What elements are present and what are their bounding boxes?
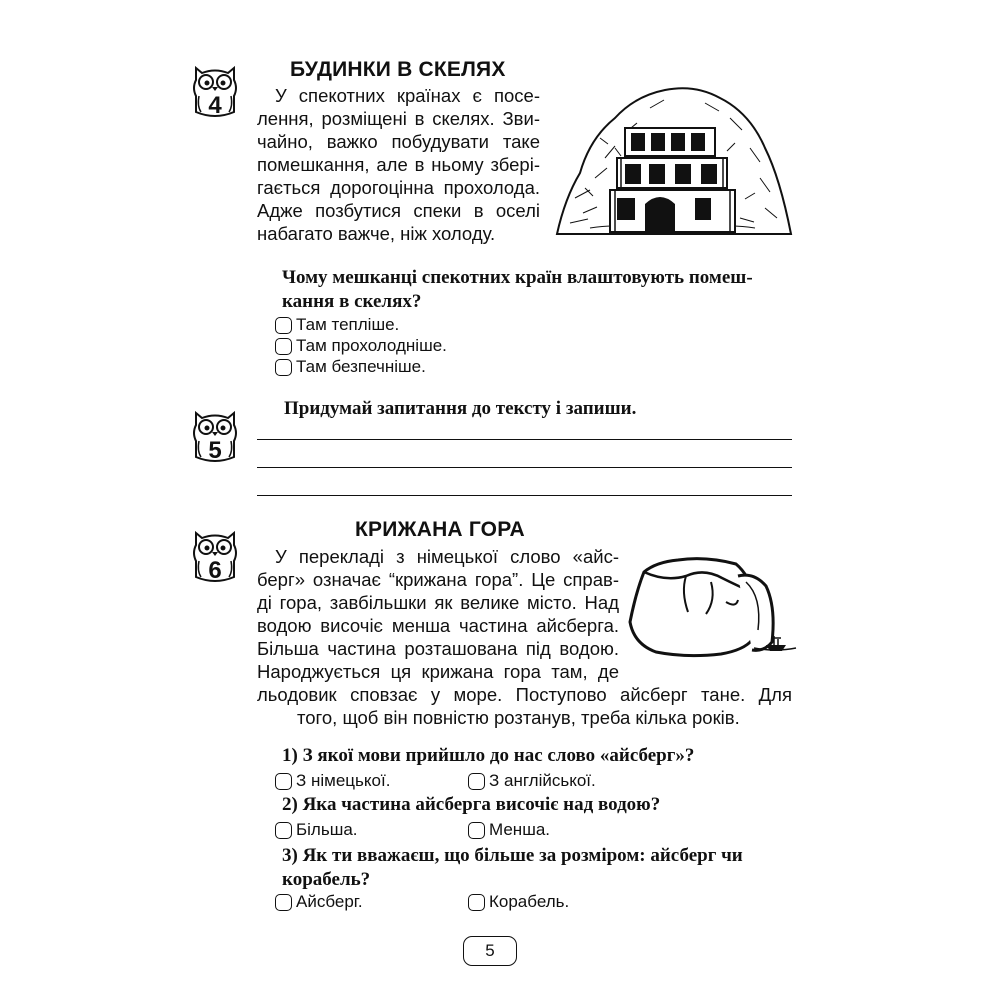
option-label: Там тепліше.: [296, 315, 400, 334]
owl-icon: [190, 405, 240, 465]
page-number: 5: [463, 936, 517, 966]
question-line: корабель?: [282, 869, 371, 890]
option-label: З німецької.: [296, 771, 391, 790]
paragraph-line: Адже позбутися спеки в оселі: [257, 200, 540, 221]
paragraph-line: льодовик сповзає у море. Поступово айсберг тане. Для: [257, 684, 792, 705]
checkbox[interactable]: [275, 317, 292, 334]
answer-line[interactable]: [257, 495, 792, 496]
paragraph-line: того, щоб він повністю розтанув, треба кілька років.: [297, 707, 740, 728]
option-label: Корабель.: [489, 892, 570, 911]
rock-dwelling-illustration: [555, 78, 795, 238]
exercise-number: 5: [208, 437, 222, 464]
exercise-number: 4: [208, 92, 222, 119]
checkbox[interactable]: [275, 822, 292, 839]
exercise-number: 6: [208, 557, 222, 584]
section-paragraph: [257, 545, 619, 683]
option-label: Менша.: [489, 820, 551, 839]
paragraph-line: помешкання, але в ньому збері-: [257, 154, 540, 175]
checkbox[interactable]: [468, 773, 485, 790]
section-paragraph: [257, 84, 540, 245]
checkbox[interactable]: [275, 773, 292, 790]
paragraph-line: чайно, важко побудувати таке: [257, 131, 540, 152]
paragraph-line: Народжується ця крижана гора там, де: [257, 661, 619, 682]
answer-line[interactable]: [257, 439, 792, 440]
paragraph-line: У спекотних країнах є посе-: [275, 85, 540, 106]
paragraph-line: набагато важче, ніж холоду.: [257, 223, 496, 244]
question-line: кання в скелях?: [282, 291, 422, 312]
owl-icon: [190, 525, 240, 585]
checkbox[interactable]: [468, 894, 485, 911]
paragraph-line: лення, розміщені в скелях. Зви-: [257, 108, 540, 129]
task-prompt: Придумай запитання до тексту і запиши.: [284, 398, 637, 419]
checkbox[interactable]: [275, 894, 292, 911]
answer-option[interactable]: [275, 336, 447, 356]
answer-option[interactable]: [275, 357, 426, 377]
question: [282, 844, 743, 892]
answer-option[interactable]: [468, 820, 550, 840]
option-label: Там безпечніше.: [296, 357, 426, 376]
section-title: КРИЖАНА ГОРА: [355, 518, 525, 541]
answer-option[interactable]: [275, 892, 363, 912]
question: [282, 266, 753, 314]
answer-option[interactable]: [468, 771, 596, 791]
question-line: Чому мешканці спекотних країн влаштовують помеш-: [282, 267, 753, 288]
checkbox[interactable]: [468, 822, 485, 839]
question: 2) Яка частина айсберга височіє над водою?: [282, 794, 661, 815]
answer-option[interactable]: [275, 771, 390, 791]
answer-option[interactable]: [275, 315, 399, 335]
option-label: З англійської.: [489, 771, 596, 790]
paragraph-line: У перекладі з німецької слово «айс-: [275, 546, 619, 567]
answer-line[interactable]: [257, 467, 792, 468]
answer-option[interactable]: [275, 820, 358, 840]
option-label: Більша.: [296, 820, 358, 839]
option-label: Айсберг.: [296, 892, 363, 911]
owl-icon: [190, 60, 240, 120]
question-line: 3) Як ти вважаєш, що більше за розміром: айсберг чи: [282, 845, 743, 866]
paragraph-line: берг» означає “крижана гора”. Це справ-: [257, 569, 619, 590]
checkbox[interactable]: [275, 338, 292, 355]
checkbox[interactable]: [275, 359, 292, 376]
paragraph-line: Більша частина розташована під водою.: [257, 638, 619, 659]
section-title: БУДИНКИ В СКЕЛЯХ: [290, 58, 506, 81]
question: 1) З якої мови прийшло до нас слово «айсберг»?: [282, 745, 695, 766]
paragraph-line: ді гора, завбільшки як велике місто. Над: [257, 592, 619, 613]
option-label: Там прохолодніше.: [296, 336, 447, 355]
section-paragraph-continued: [257, 683, 792, 729]
answer-option[interactable]: [468, 892, 569, 912]
paragraph-line: водою височіє менша частина айсберга.: [257, 615, 619, 636]
iceberg-illustration: [626, 552, 798, 662]
paragraph-line: гається дорогоцінна прохолода.: [257, 177, 540, 198]
